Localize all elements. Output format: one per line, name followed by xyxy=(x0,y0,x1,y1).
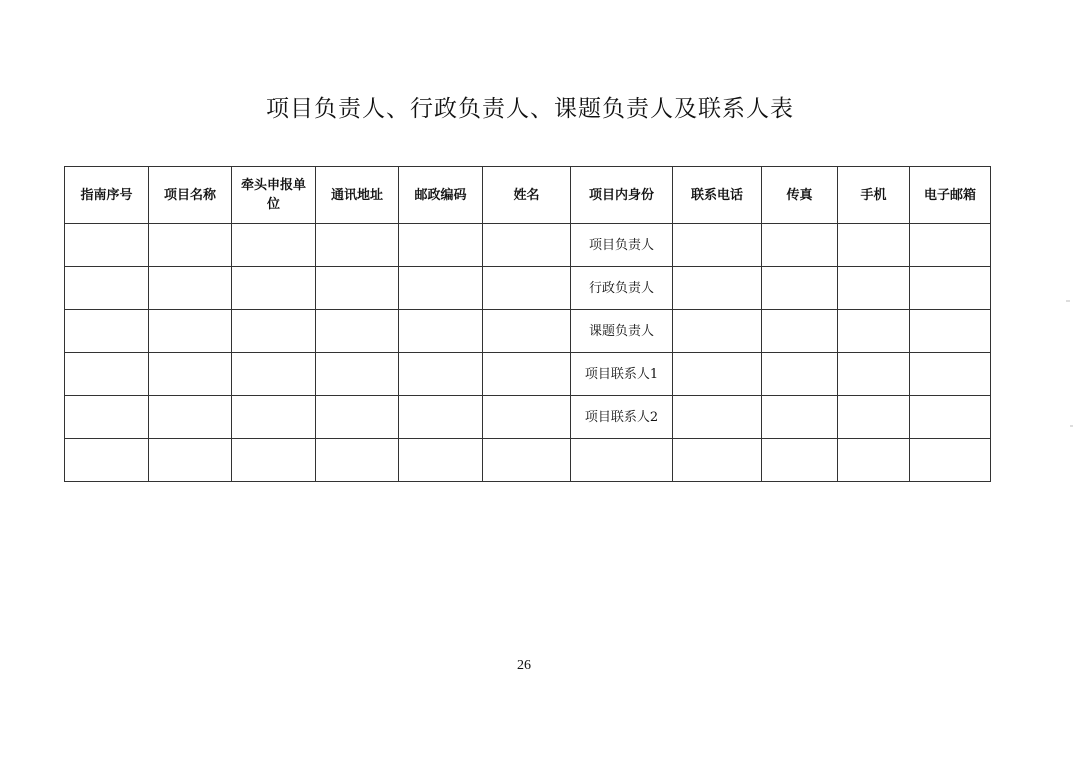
cell-fax xyxy=(762,267,838,310)
cell-role: 项目联系人2 xyxy=(571,396,673,439)
cell-role: 行政负责人 xyxy=(571,267,673,310)
cell-role: 项目联系人1 xyxy=(571,353,673,396)
cell-lead-unit xyxy=(232,310,316,353)
cell-role: 课题负责人 xyxy=(571,310,673,353)
cell-phone xyxy=(673,353,762,396)
cell-postal-code xyxy=(399,267,483,310)
cell-phone xyxy=(673,396,762,439)
cell-name xyxy=(483,267,571,310)
header-name: 姓名 xyxy=(483,167,571,224)
table-header-row xyxy=(65,167,991,224)
scan-artifact xyxy=(1070,425,1073,427)
cell-phone xyxy=(673,310,762,353)
cell-project-name xyxy=(149,224,232,267)
cell-mobile xyxy=(838,439,910,482)
cell-email xyxy=(910,224,991,267)
cell-lead-unit xyxy=(232,396,316,439)
table-row xyxy=(65,439,991,482)
table-row xyxy=(65,224,991,267)
cell-mobile xyxy=(838,310,910,353)
cell-address xyxy=(316,396,399,439)
table-row xyxy=(65,353,991,396)
cell-address xyxy=(316,224,399,267)
table-row xyxy=(65,267,991,310)
cell-lead-unit xyxy=(232,439,316,482)
cell-guide-number xyxy=(65,267,149,310)
cell-project-name xyxy=(149,439,232,482)
cell-lead-unit xyxy=(232,224,316,267)
cell-project-name xyxy=(149,267,232,310)
header-phone: 联系电话 xyxy=(673,167,762,224)
cell-name xyxy=(483,396,571,439)
cell-project-name xyxy=(149,353,232,396)
cell-guide-number xyxy=(65,310,149,353)
cell-email xyxy=(910,310,991,353)
cell-postal-code xyxy=(399,439,483,482)
header-address: 通讯地址 xyxy=(316,167,399,224)
header-guide-number: 指南序号 xyxy=(65,167,149,224)
cell-address xyxy=(316,267,399,310)
table-row xyxy=(65,396,991,439)
cell-lead-unit xyxy=(232,267,316,310)
cell-name xyxy=(483,310,571,353)
cell-mobile xyxy=(838,353,910,396)
cell-role xyxy=(571,439,673,482)
cell-mobile xyxy=(838,224,910,267)
cell-postal-code xyxy=(399,310,483,353)
cell-project-name xyxy=(149,310,232,353)
cell-role: 项目负责人 xyxy=(571,224,673,267)
cell-postal-code xyxy=(399,353,483,396)
cell-email xyxy=(910,439,991,482)
cell-fax xyxy=(762,310,838,353)
cell-phone xyxy=(673,224,762,267)
cell-email xyxy=(910,396,991,439)
page-number: 26 xyxy=(517,658,531,673)
cell-mobile xyxy=(838,396,910,439)
cell-address xyxy=(316,439,399,482)
cell-address xyxy=(316,353,399,396)
header-email: 电子邮箱 xyxy=(910,167,991,224)
cell-fax xyxy=(762,396,838,439)
page-title: 项目负责人、行政负责人、课题负责人及联系人表 xyxy=(266,96,794,122)
cell-name xyxy=(483,353,571,396)
table-row xyxy=(65,310,991,353)
header-mobile: 手机 xyxy=(838,167,910,224)
cell-guide-number xyxy=(65,396,149,439)
cell-name xyxy=(483,224,571,267)
cell-lead-unit xyxy=(232,353,316,396)
cell-postal-code xyxy=(399,224,483,267)
scan-artifact xyxy=(1066,300,1070,302)
cell-guide-number xyxy=(65,353,149,396)
header-project-name: 项目名称 xyxy=(149,167,232,224)
cell-address xyxy=(316,310,399,353)
cell-project-name xyxy=(149,396,232,439)
cell-phone xyxy=(673,439,762,482)
cell-postal-code xyxy=(399,396,483,439)
cell-guide-number xyxy=(65,439,149,482)
header-lead-unit: 牵头申报单位 xyxy=(232,167,316,224)
contact-table xyxy=(64,166,991,482)
cell-mobile xyxy=(838,267,910,310)
cell-phone xyxy=(673,267,762,310)
header-role: 项目内身份 xyxy=(571,167,673,224)
cell-email xyxy=(910,267,991,310)
cell-guide-number xyxy=(65,224,149,267)
header-fax: 传真 xyxy=(762,167,838,224)
cell-name xyxy=(483,439,571,482)
header-postal-code: 邮政编码 xyxy=(399,167,483,224)
cell-fax xyxy=(762,353,838,396)
cell-email xyxy=(910,353,991,396)
cell-fax xyxy=(762,439,838,482)
cell-fax xyxy=(762,224,838,267)
